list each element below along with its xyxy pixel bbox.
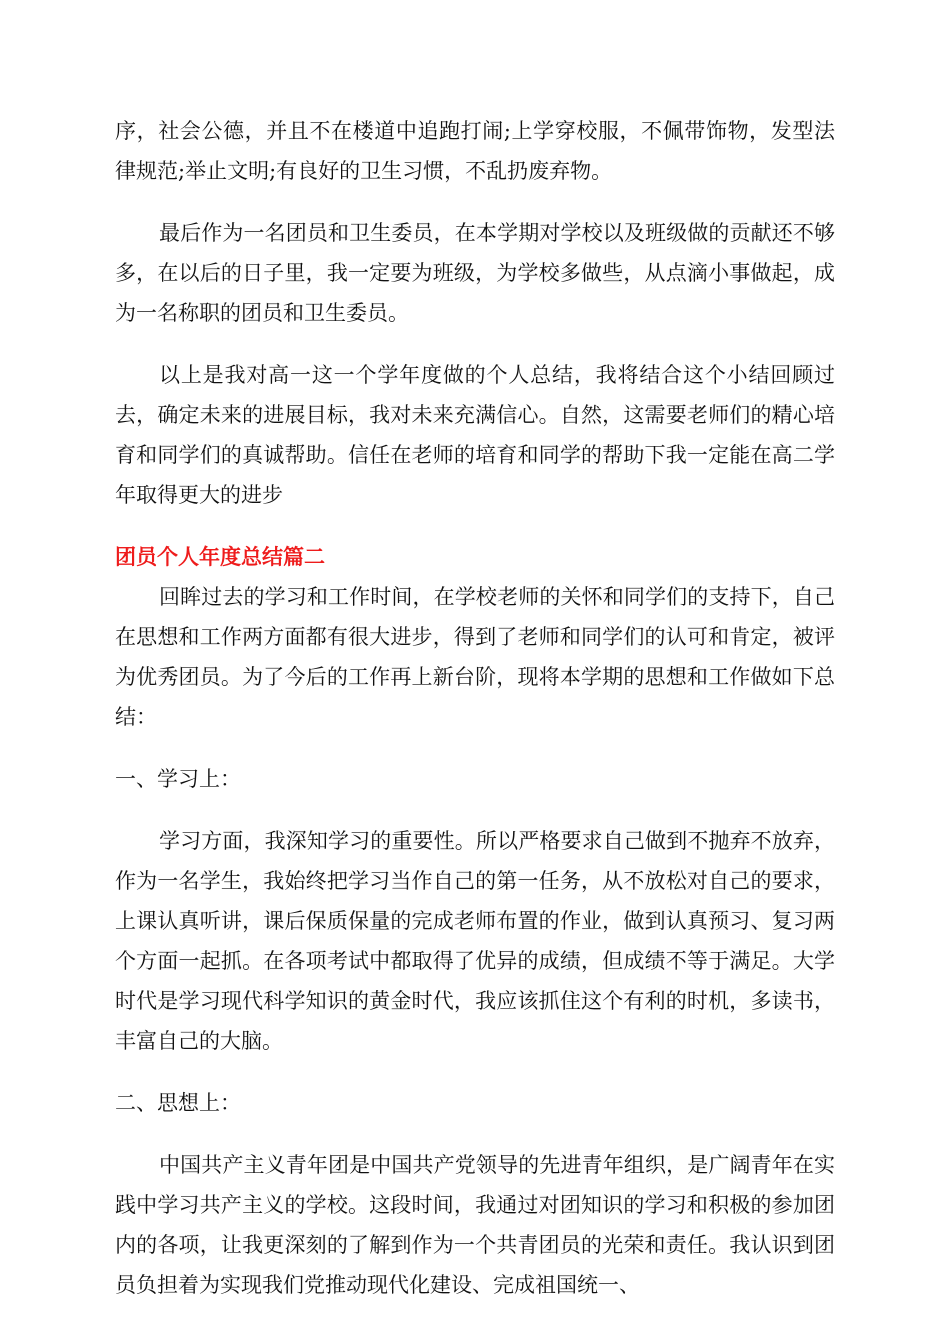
subheading-study: 一、学习上： <box>115 767 241 791</box>
section-title: 团员个人年度总结篇二 <box>115 545 325 569</box>
paragraph-intro: 回眸过去的学习和工作时间，在学校老师的关怀和同学们的支持下，自己在思想和工作两方面都有很大进步，得到了老师和同学们的认可和肯定，被评为优秀团员。为了今后的工作再上新台阶，现将本学期的思想和工作做如下总结： <box>115 585 835 729</box>
paragraph-continuation: 序，社会公德，并且不在楼道中追跑打闹;上学穿校服，不佩带饰物，发型法律规范;举止文明;有良好的卫生习惯，不乱扔废弃物。 <box>115 119 835 183</box>
paragraph-contribution: 最后作为一名团员和卫生委员，在本学期对学校以及班级做的贡献还不够多，在以后的日子里，我一定要为班级，为学校多做些，从点滴小事做起，成为一名称职的团员和卫生委员。 <box>115 221 835 325</box>
subheading-thought: 二、思想上： <box>115 1091 241 1115</box>
paragraph-thought: 中国共产主义青年团是中国共产党领导的先进青年组织，是广阔青年在实践中学习共产主义的学校。这段时间，我通过对团知识的学习和积极的参加团内的各项，让我更深刻的了解到作为一个共青团员的光荣和责任。我认识到团员负担着为实现我们党推动现代化建设、完成祖国统一、 <box>115 1153 835 1297</box>
paragraph-summary: 以上是我对高一这一个学年度做的个人总结，我将结合这个小结回顾过去，确定未来的进展目标，我对未来充满信心。自然，这需要老师们的精心培育和同学们的真诚帮助。信任在老师的培育和同学的帮助下我一定能在高二学年取得更大的进步 <box>115 363 835 507</box>
paragraph-study: 学习方面，我深知学习的重要性。所以严格要求自己做到不抛弃不放弃，作为一名学生，我始终把学习当作自己的第一任务，从不放松对自己的要求，上课认真听讲，课后保质保量的完成老师布置的作业，做到认真预习、复习两个方面一起抓。在各项考试中都取得了优异的成绩，但成绩不等于满足。大学时代是学习现代科学知识的黄金时代，我应该抓住这个有利的时机，多读书，丰富自己的大脑。 <box>115 829 835 1053</box>
document-body <box>115 111 835 1327</box>
